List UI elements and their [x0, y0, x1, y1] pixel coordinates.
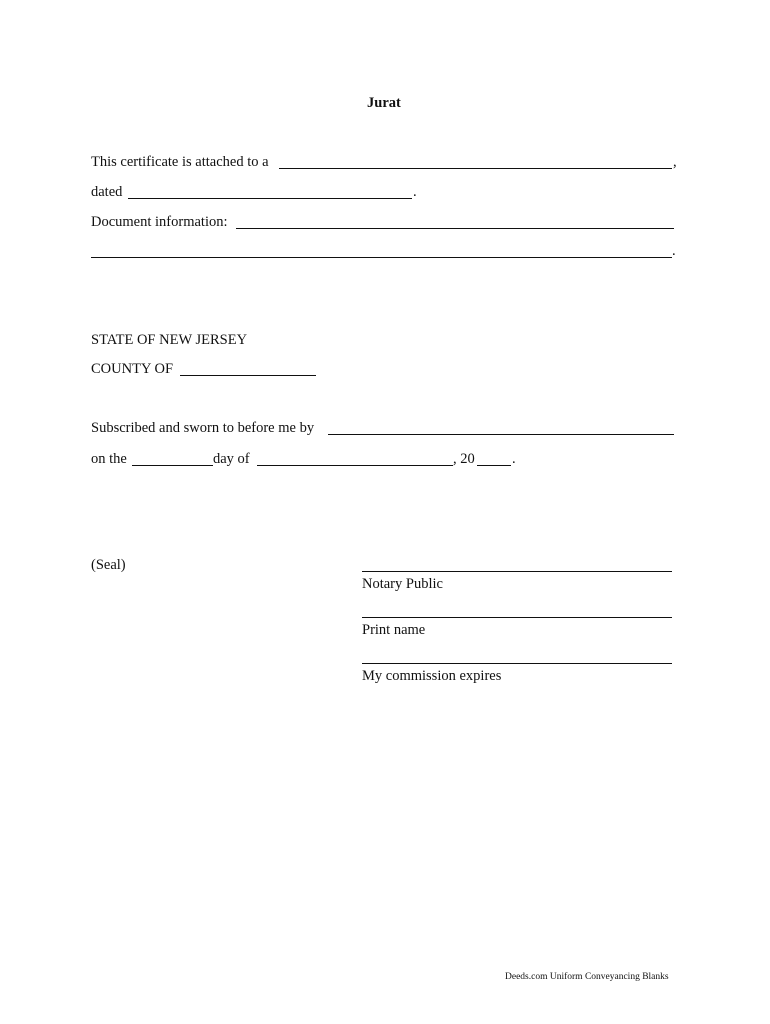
dated-field[interactable] [128, 198, 412, 199]
day-field[interactable] [132, 465, 213, 466]
seal-label: (Seal) [91, 557, 126, 573]
attached-to-field[interactable] [279, 168, 672, 169]
year-prefix: , 20 [453, 451, 475, 467]
print-name-field[interactable] [362, 617, 672, 618]
county-field[interactable] [180, 375, 316, 376]
document-info-field[interactable] [236, 228, 674, 229]
document-info-field-2[interactable] [91, 257, 672, 258]
day-of-label: day of [213, 451, 250, 467]
attached-suffix: , [673, 154, 677, 170]
year-field[interactable] [477, 465, 511, 466]
print-name-label: Print name [362, 622, 426, 638]
affiant-name-field[interactable] [328, 434, 674, 435]
footer-text: Deeds.com Uniform Conveyancing Blanks [505, 972, 669, 982]
dated-label: dated [91, 184, 123, 200]
subscribed-label: Subscribed and sworn to before me by [91, 420, 315, 436]
notary-public-label: Notary Public [362, 576, 443, 592]
month-field[interactable] [257, 465, 453, 466]
county-label: COUNTY OF [91, 361, 174, 377]
document-info-label: Document information: [91, 214, 228, 230]
year-suffix: . [512, 451, 516, 467]
dated-suffix: . [413, 184, 417, 200]
commission-expires-label: My commission expires [362, 668, 502, 684]
on-the-label: on the [91, 451, 127, 467]
page-title: Jurat [367, 95, 401, 111]
state-line: STATE OF NEW JERSEY [91, 332, 248, 348]
document-info-suffix: . [672, 243, 676, 259]
commission-expires-field[interactable] [362, 663, 672, 664]
notary-signature-field[interactable] [362, 571, 672, 572]
attached-label: This certificate is attached to a [91, 154, 269, 170]
